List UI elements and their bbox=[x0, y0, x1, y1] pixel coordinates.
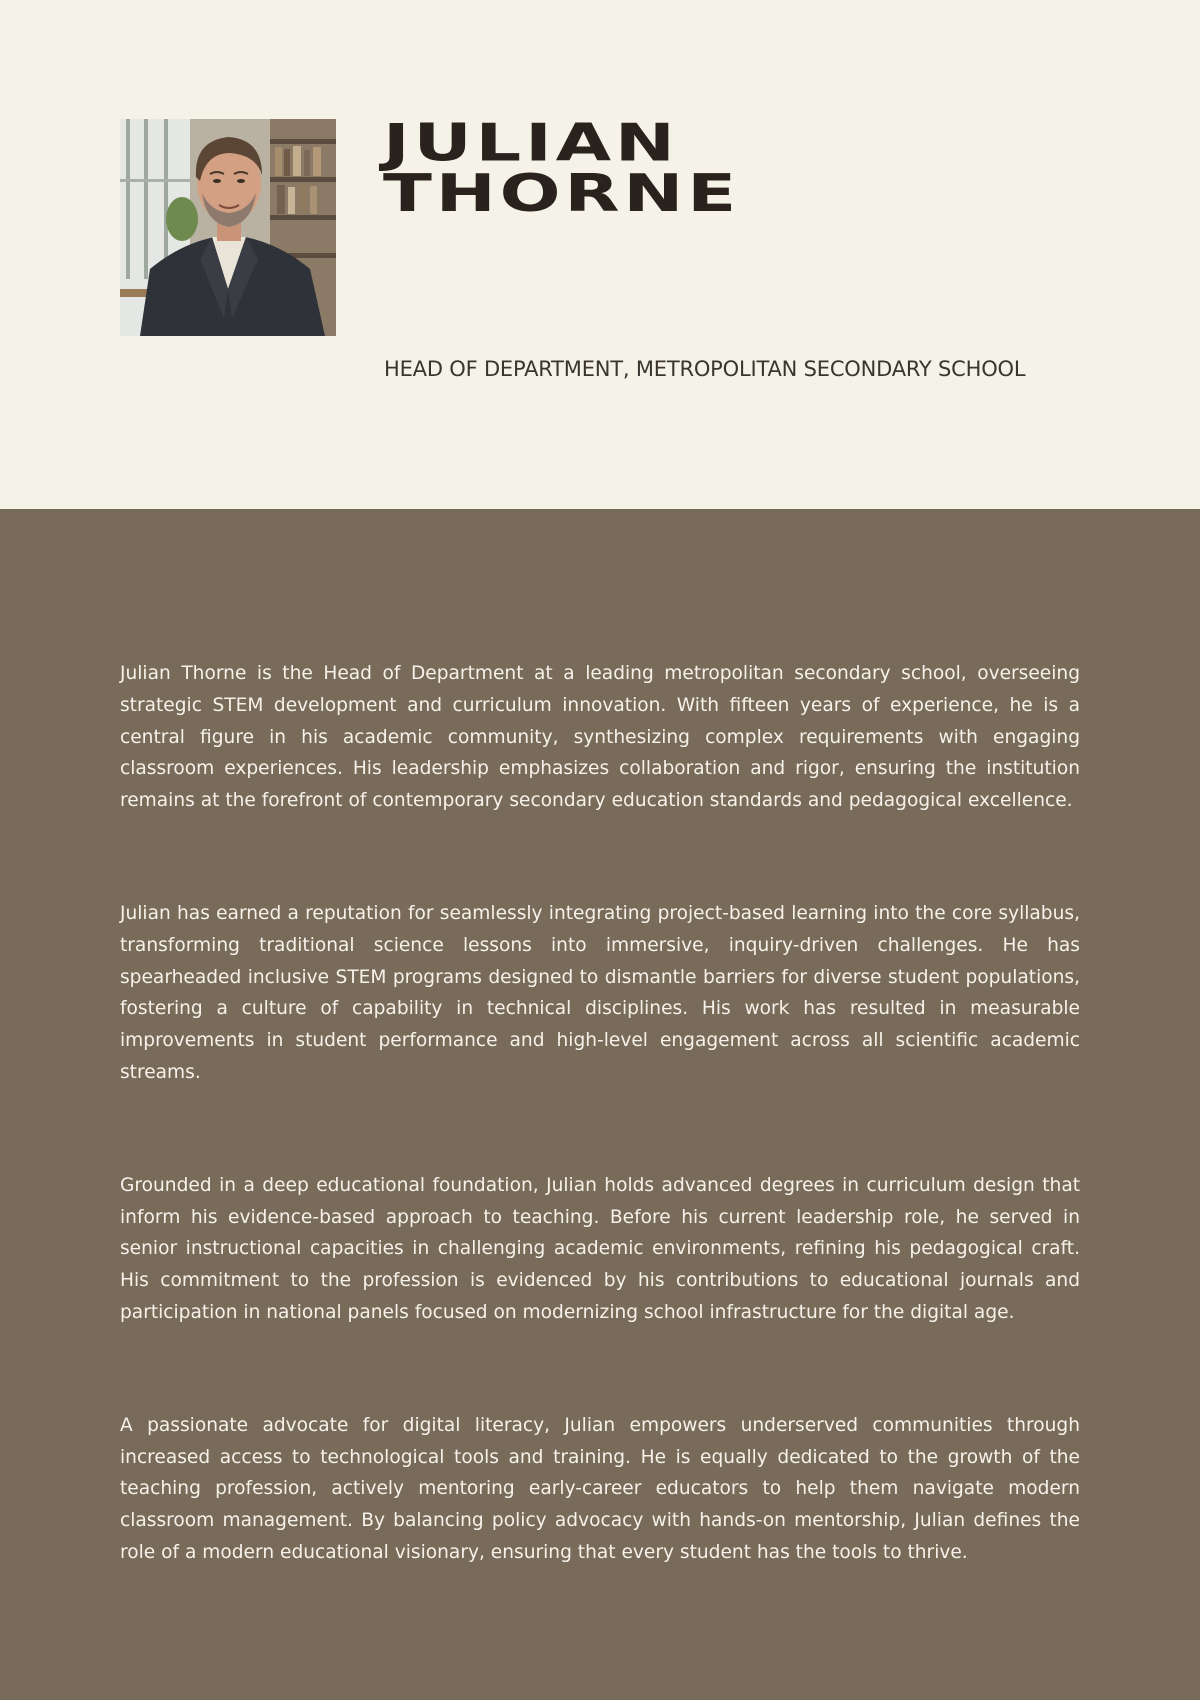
bio-paragraph-1: Julian Thorne is the Head of Department at a leading metropolitan secondary school, overseeing strategic STEM development and curriculum innovation. With fifteen years of experience, he is a central figure in his academic community, synthesizing complex requirements with engaging classroom experiences. His leadership emphasizes collaboration and rigor, ensuring the institution remains at the forefront of contemporary secondary education standards and pedagogical excellence. bbox=[120, 663, 1080, 812]
profile-subtitle: HEAD OF DEPARTMENT, METROPOLITAN SECONDARY SCHOOL bbox=[384, 357, 1026, 381]
profile-photo bbox=[120, 119, 336, 336]
bio-paragraph-3: Grounded in a deep educational foundation, Julian holds advanced degrees in curriculum design that inform his evidence-based approach to teaching. Before his current leadership role, he served in senior instructional capacities in challenging academic environments, refining his pedagogical craft. His commitment to the profession is evidenced by his contributions to educational journals and participation in national panels focused on modernizing school infrastructure for the digital age. bbox=[120, 1174, 1080, 1323]
profile-header bbox=[0, 0, 1200, 509]
profile-name-line-1: JULIAN bbox=[383, 113, 679, 174]
bio-paragraph-2: Julian has earned a reputation for seamlessly integrating project-based learning into the core syllabus, transforming traditional science lessons into immersive, inquiry-driven challenges. He has spearheaded inclusive STEM programs designed to dismantle barriers for diverse student populations, fostering a culture of capability in technical disciplines. His work has resulted in measurable improvements in student performance and high-level engagement across all scientific academic streams. bbox=[120, 902, 1080, 1083]
profile-name-line-2: THORNE bbox=[383, 164, 741, 224]
bio-paragraph-4: A passionate advocate for digital literacy, Julian empowers underserved communities through increased access to technological tools and training. He is equally dedicated to the growth of the teaching profession, actively mentoring early-career educators to help them navigate modern classroom management. By balancing policy advocacy with hands-on mentorship, Julian defines the role of a modern educational visionary, ensuring that every student has the tools to thrive. bbox=[120, 1414, 1080, 1563]
bio-section bbox=[120, 658, 1080, 1650]
profile-name bbox=[383, 113, 741, 224]
